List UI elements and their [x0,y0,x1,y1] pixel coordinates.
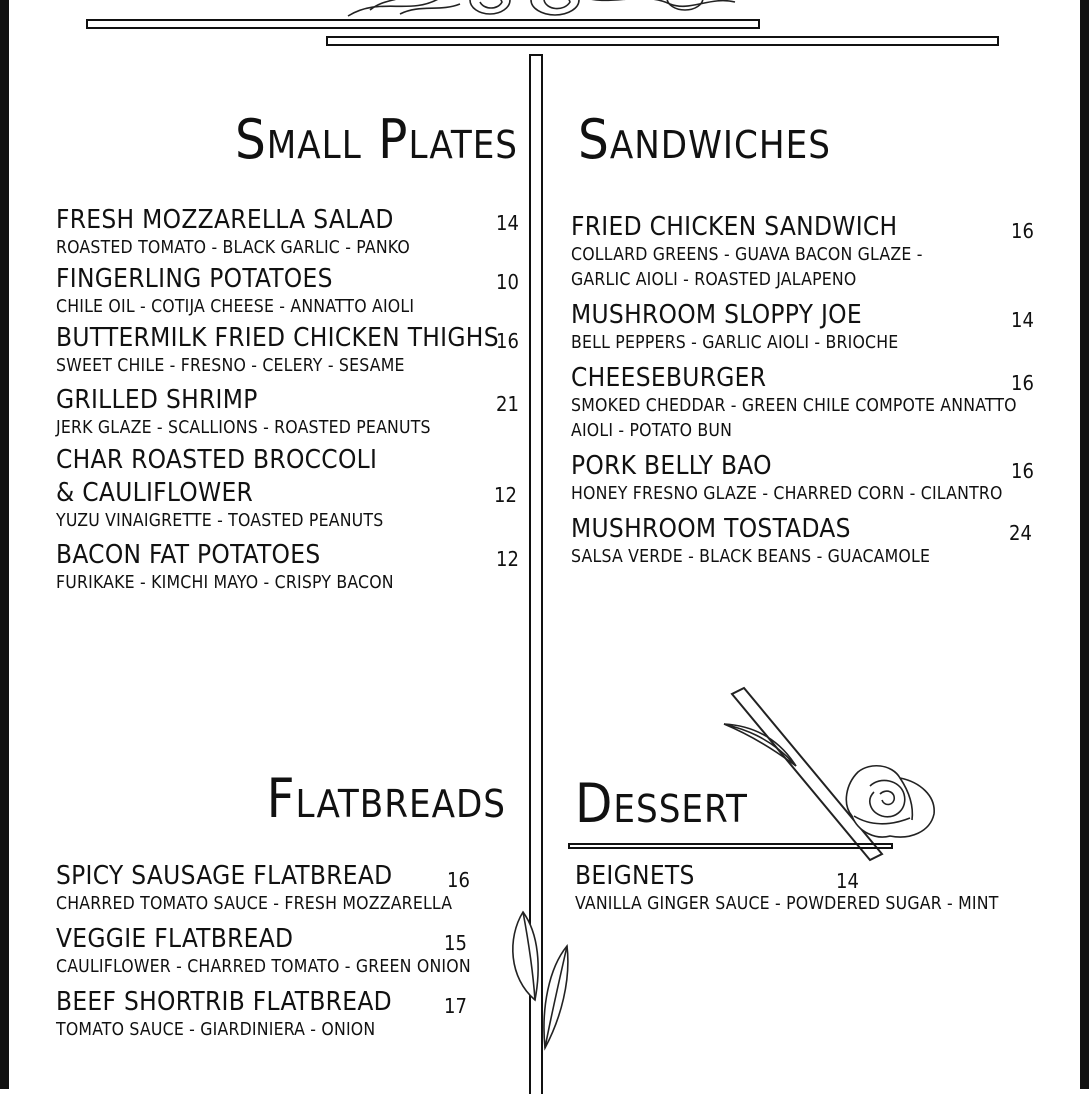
menu-item [575,861,999,917]
item-name: BEIGNETS [575,861,695,891]
item-name: VEGGIE FLATBREAD [56,924,294,954]
item-description: FURIKAKE - KIMCHI MAYO - CRISPY BACON [56,573,394,593]
dessert-underline [568,843,893,849]
item-description: AIOLI - POTATO BUN [571,421,733,441]
item-description: SWEET CHILE - FRESNO - CELERY - SESAME [56,356,405,376]
item-name: BEEF SHORTRIB FLATBREAD [56,987,392,1017]
item-description: YUZU VINAIGRETTE - TOASTED PEANUTS [56,511,384,531]
menu-item [56,264,414,320]
item-price: 14 [1011,308,1034,332]
item-description: TOMATO SAUCE - GIARDINIERA - ONION [56,1020,376,1040]
item-price: 16 [1011,459,1034,483]
item-description: GARLIC AIOLI - ROASTED JALAPENO [571,270,857,290]
item-price: 16 [1011,219,1034,243]
item-name: FRESH MOZZARELLA SALAD [56,205,394,235]
item-name: FRIED CHICKEN SANDWICH [571,212,898,242]
menu-item [56,385,431,441]
menu-item [571,451,1003,507]
page-edge-right [1080,0,1089,1089]
item-name: CHEESEBURGER [571,363,767,393]
item-description: ROASTED TOMATO - BLACK GARLIC - PANKO [56,238,410,258]
item-description: JERK GLAZE - SCALLIONS - ROASTED PEANUTS [56,418,431,438]
item-price: 12 [496,547,519,571]
menu-item [56,924,471,980]
section-title-dessert: Dessert [575,772,748,835]
item-name: PORK BELLY BAO [571,451,772,481]
item-price: 16 [447,868,470,892]
item-name: CHAR ROASTED BROCCOLI [56,445,378,475]
menu-item [56,323,499,379]
item-price: 14 [836,869,859,893]
rose-icon [720,686,945,866]
item-price: 16 [1011,371,1034,395]
item-name: BACON FAT POTATOES [56,540,321,570]
item-price: 10 [496,270,519,294]
item-price: 15 [444,931,467,955]
item-price: 24 [1009,521,1032,545]
item-description: HONEY FRESNO GLAZE - CHARRED CORN - CILANTRO [571,484,1003,504]
item-price: 16 [496,329,519,353]
leaf-sprig-icon [505,908,580,1058]
section-title-flatbreads: Flatbreads [266,767,506,830]
menu-item [56,540,394,596]
section-title-small-plates: Small Plates [234,108,518,171]
item-name: MUSHROOM TOSTADAS [571,514,851,544]
item-description: CAULIFLOWER - CHARRED TOMATO - GREEN ONION [56,957,471,977]
item-description: CHARRED TOMATO SAUCE - FRESH MOZZARELLA [56,894,453,914]
top-rule-upper [86,19,760,29]
item-name: MUSHROOM SLOPPY JOE [571,300,862,330]
item-description: COLLARD GREENS - GUAVA BACON GLAZE - [571,245,923,265]
item-description: SMOKED CHEDDAR - GREEN CHILE COMPOTE ANNATTO [571,396,1017,416]
item-description: SALSA VERDE - BLACK BEANS - GUACAMOLE [571,547,931,567]
item-name: SPICY SAUSAGE FLATBREAD [56,861,393,891]
item-price: 14 [496,211,519,235]
menu-item [571,212,923,293]
menu-item [56,205,410,261]
menu-item [56,987,392,1043]
item-name: FINGERLING POTATOES [56,264,333,294]
item-name: & CAULIFLOWER [56,478,254,508]
item-name: GRILLED SHRIMP [56,385,258,415]
item-price: 17 [444,994,467,1018]
item-description: VANILLA GINGER SAUCE - POWDERED SUGAR - MINT [575,894,999,914]
menu-item [56,445,383,534]
item-description: CHILE OIL - COTIJA CHEESE - ANNATTO AIOLI [56,297,415,317]
menu-item [571,514,930,570]
item-price: 21 [496,392,519,416]
item-price: 12 [494,483,517,507]
section-title-sandwiches: Sandwiches [578,108,831,171]
item-description: BELL PEPPERS - GARLIC AIOLI - BRIOCHE [571,333,899,353]
menu-item [571,300,898,356]
item-name: BUTTERMILK FRIED CHICKEN THIGHS [56,323,499,353]
menu-item [56,861,452,917]
menu-item [571,363,1017,444]
top-rule-lower [326,36,999,46]
page-edge-left [0,0,9,1089]
